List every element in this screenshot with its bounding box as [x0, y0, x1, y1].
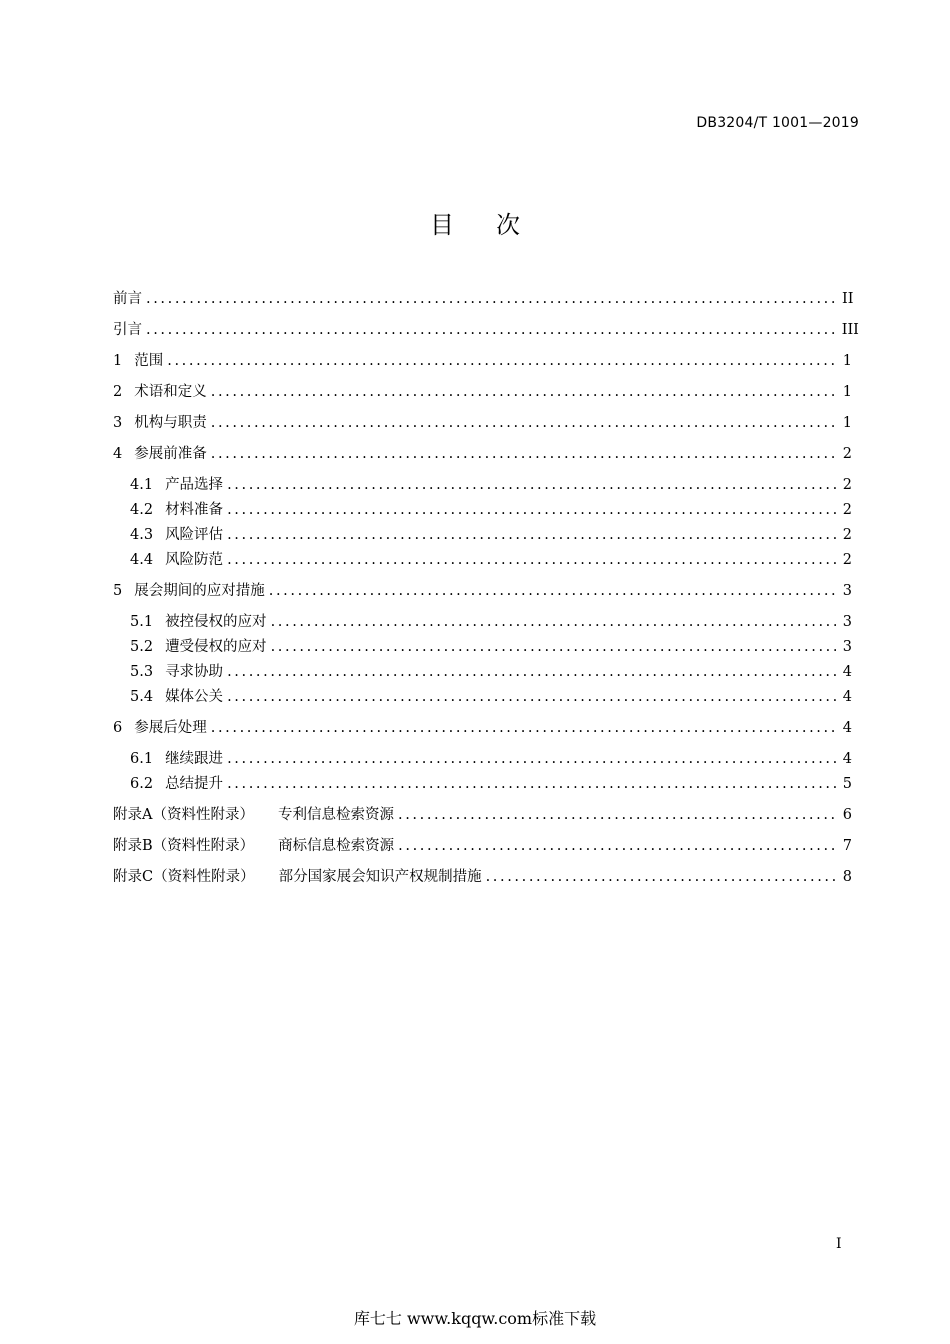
toc-number: 5.2 [130, 639, 154, 655]
toc-page: 6 [842, 807, 852, 823]
toc-entry-4-4[interactable] [130, 550, 852, 570]
toc-number: 5 [113, 583, 123, 599]
toc-page: 2 [842, 446, 852, 462]
toc-leader-dots [227, 662, 836, 682]
toc-entry-4-1[interactable] [130, 475, 852, 495]
toc-label: 展会期间的应对措施 [134, 583, 265, 599]
toc-number: 6 [113, 720, 123, 736]
toc-entry-4-2[interactable] [130, 500, 852, 520]
toc-entry-5-1[interactable] [130, 612, 852, 632]
toc-leader-dots [211, 444, 836, 464]
toc-leader-dots [227, 687, 836, 707]
toc-label: 材料准备 [165, 502, 224, 518]
toc-leader-dots [486, 867, 836, 887]
toc-entry-6[interactable] [113, 718, 852, 738]
toc-page: 1 [842, 415, 852, 431]
toc-number: 5.4 [130, 689, 154, 705]
toc-number: 4.4 [130, 552, 154, 568]
toc-leader-dots [211, 382, 836, 402]
toc-label: 产品选择 [165, 477, 224, 493]
toc-number: 4.1 [130, 477, 154, 493]
toc-entry-5-2[interactable] [130, 637, 852, 657]
toc-leader-dots [227, 749, 836, 769]
toc-entry-3[interactable] [113, 413, 852, 433]
toc-label: 遭受侵权的应对 [165, 639, 267, 655]
toc-leader-dots [211, 413, 836, 433]
toc-page: 2 [842, 527, 852, 543]
toc-leader-dots [271, 637, 836, 657]
toc-entry-foreword[interactable] [113, 289, 852, 309]
toc-entry-2[interactable] [113, 382, 852, 402]
toc-leader-dots [227, 550, 836, 570]
toc-entry-4-3[interactable] [130, 525, 852, 545]
toc-number: 4.2 [130, 502, 154, 518]
toc-leader-dots [146, 320, 836, 340]
toc-label: 媒体公关 [165, 689, 224, 705]
toc-entry-5-3[interactable] [130, 662, 852, 682]
toc-label: 被控侵权的应对 [165, 614, 267, 630]
toc-label: 风险评估 [165, 527, 224, 543]
toc-label: 商标信息检索资源 [278, 838, 395, 854]
toc-leader-dots [398, 836, 836, 856]
toc-label: 引言 [113, 322, 142, 338]
toc-number: 2 [113, 384, 123, 400]
toc-page: 2 [842, 552, 852, 568]
toc-number: 3 [113, 415, 123, 431]
toc-number: 1 [113, 353, 123, 369]
toc-page: 2 [842, 502, 852, 518]
toc-number: 附录A（资料性附录） [113, 807, 254, 823]
toc-page: II [842, 291, 854, 307]
toc-label: 专利信息检索资源 [277, 807, 394, 823]
toc-leader-dots [146, 289, 836, 309]
toc-entry-5[interactable] [113, 581, 852, 601]
toc-number: 4 [113, 446, 123, 462]
toc-leader-dots [227, 774, 836, 794]
footer-watermark-text: 库七七 www.kqqw.com标准下载 [353, 1309, 597, 1328]
toc-page: 7 [842, 838, 852, 854]
toc-entry-6-2[interactable] [130, 774, 852, 794]
toc-entry-appendix-b[interactable] [113, 836, 852, 856]
toc-number: 5.1 [130, 614, 154, 630]
toc-label: 部分国家展会知识产权规制措施 [278, 869, 482, 885]
toc-page: 3 [842, 639, 852, 655]
toc-leader-dots [227, 525, 836, 545]
toc-entry-5-4[interactable] [130, 687, 852, 707]
standard-code: DB3204/T 1001—2019 [696, 115, 859, 131]
toc-label: 术语和定义 [134, 384, 207, 400]
toc-label: 继续跟进 [165, 751, 224, 767]
toc-page: 8 [842, 869, 852, 885]
toc-number: 6.1 [130, 751, 154, 767]
toc-label: 范围 [134, 353, 164, 369]
title-char-2: 次 [496, 211, 520, 239]
toc-page: 1 [842, 353, 852, 369]
toc-number: 6.2 [130, 776, 154, 792]
toc-label: 参展前准备 [134, 446, 207, 462]
toc-label: 风险防范 [165, 552, 224, 568]
toc-page: 4 [842, 720, 852, 736]
toc-number: 附录C（资料性附录） [113, 869, 255, 885]
toc-leader-dots [227, 500, 836, 520]
toc-leader-dots [269, 581, 836, 601]
toc-label: 总结提升 [165, 776, 224, 792]
toc-entry-4[interactable] [113, 444, 852, 464]
toc-number: 5.3 [130, 664, 154, 680]
toc-entry-introduction[interactable] [113, 320, 859, 340]
toc-page: 1 [842, 384, 852, 400]
title-char-1: 目 [430, 211, 454, 239]
toc-entry-1[interactable] [113, 351, 852, 371]
toc-entry-6-1[interactable] [130, 749, 852, 769]
page-title [0, 205, 950, 240]
toc-leader-dots [227, 475, 836, 495]
toc-label: 寻求协助 [165, 664, 224, 680]
toc-page: 4 [842, 664, 852, 680]
toc-leader-dots [167, 351, 836, 371]
toc-label: 机构与职责 [134, 415, 207, 431]
toc-page: 5 [842, 776, 852, 792]
toc-entry-appendix-a[interactable] [113, 805, 852, 825]
toc-leader-dots [211, 718, 836, 738]
toc-leader-dots [398, 805, 836, 825]
toc-number: 4.3 [130, 527, 154, 543]
toc-leader-dots [271, 612, 836, 632]
toc-page: 4 [842, 689, 852, 705]
toc-page: III [841, 322, 859, 338]
toc-label: 参展后处理 [134, 720, 207, 736]
toc-page: 4 [842, 751, 852, 767]
toc-number: 附录B（资料性附录） [113, 838, 255, 854]
toc-page: 2 [842, 477, 852, 493]
toc-page: 3 [842, 583, 852, 599]
toc-page: 3 [842, 614, 852, 630]
page-number: I [836, 1236, 842, 1252]
toc-entry-appendix-c[interactable] [113, 867, 852, 887]
toc-label: 前言 [113, 291, 142, 307]
